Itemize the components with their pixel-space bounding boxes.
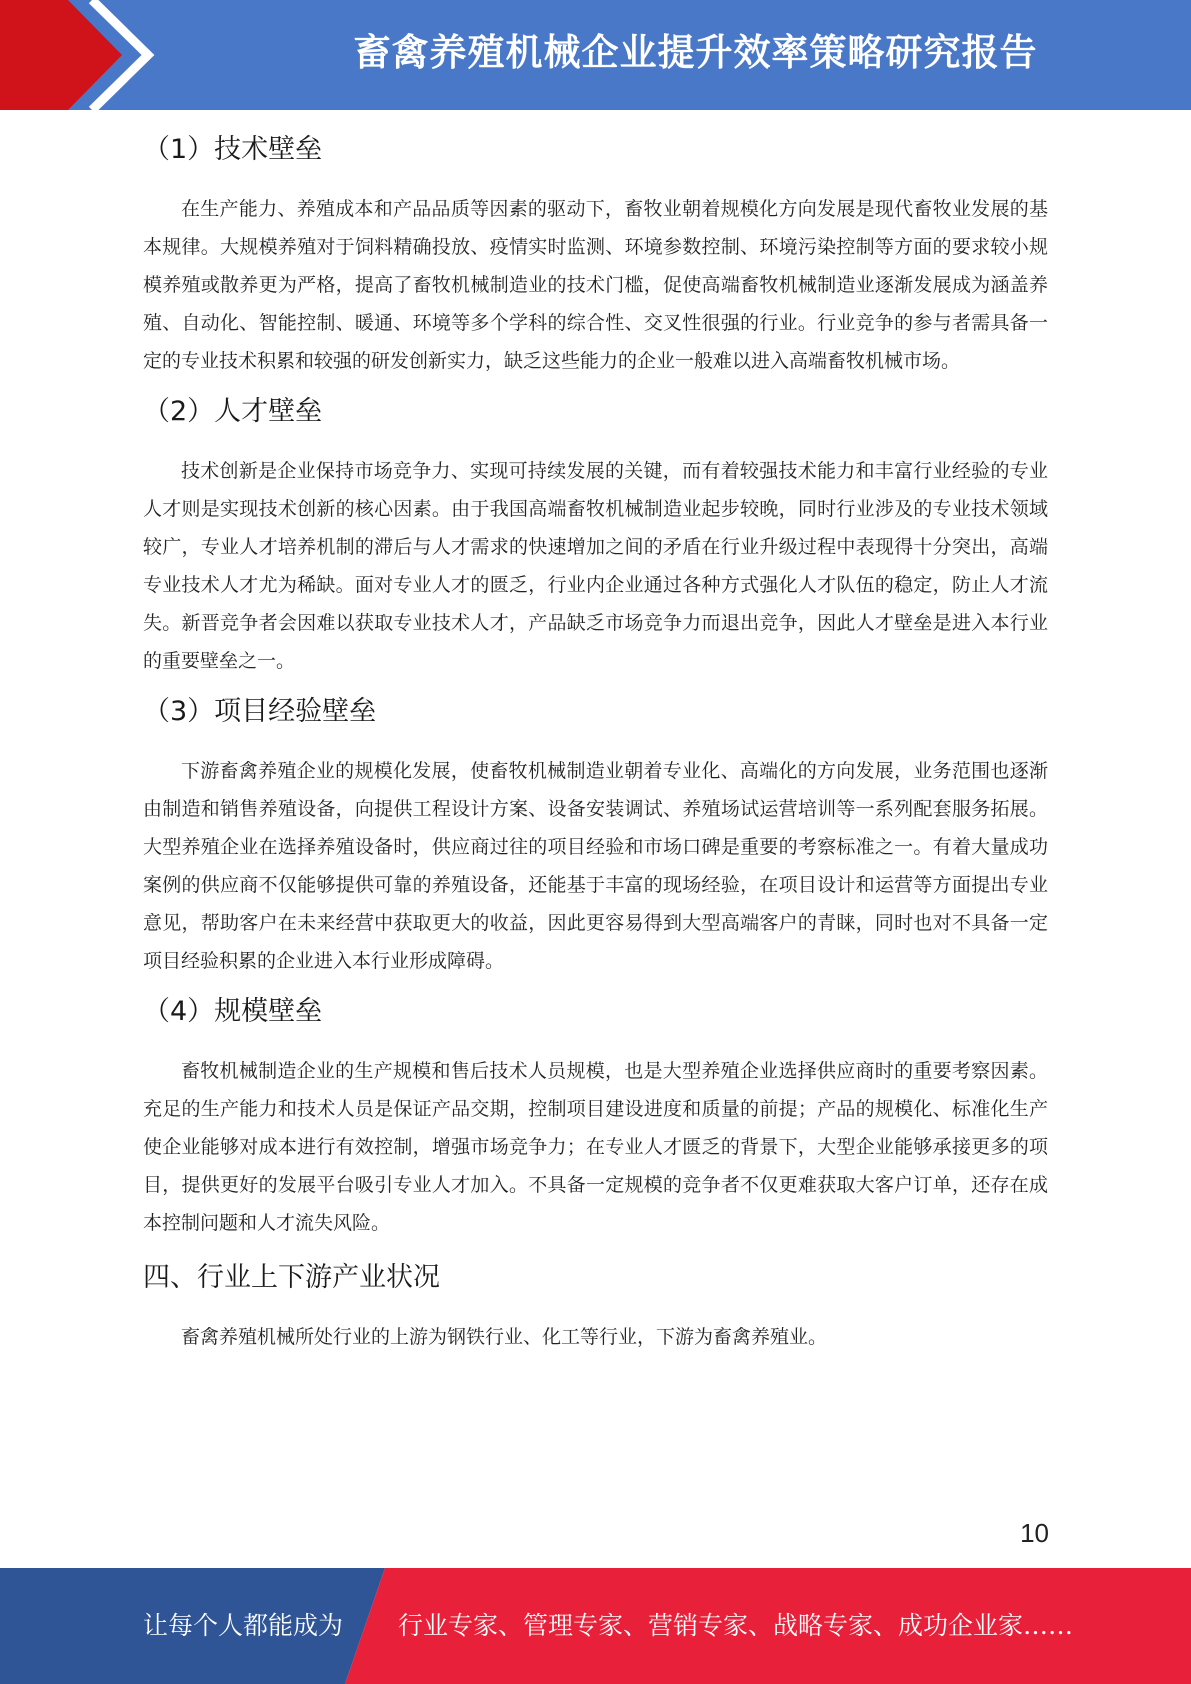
document-body [143, 118, 1048, 1366]
footer-slogan-right: 行业专家、管理专家、营销专家、战略专家、成功企业家…… [398, 1611, 1074, 1640]
section-heading-scale-barrier: （4）规模壁垒 [143, 996, 323, 1027]
section-heading-industry-chain: 四、行业上下游产业状况 [143, 1262, 440, 1293]
paragraph-scale-barrier: 畜牧机械制造企业的生产规模和售后技术人员规模，也是大型养殖企业选择供应商时的重要考察因素。充足的生产能力和技术人员是保证产品交期，控制项目建设进度和质量的前提；产品的规模化、标准化生产使企业能够对成本进行有效控制，增强市场竞争力；在专业人才匮乏的背景下，大型企业能够承接更多的项目，提供更好的发展平台吸引专业人才加入。不具备一定规模的竞争者不仅更难获取大客户订单，还存在成本控制问题和人才流失风险。 [143, 1060, 1048, 1234]
footer-slogan-left: 让每个人都能成为 [143, 1611, 344, 1640]
red-arrow-icon [0, 0, 180, 110]
section-heading-project-experience-barrier: （3）项目经验壁垒 [143, 696, 377, 727]
report-title: 畜禽养殖机械企业提升效率策略研究报告 [353, 31, 1038, 74]
page-header [0, 0, 1191, 110]
paragraph-technical-barrier: 在生产能力、养殖成本和产品品质等因素的驱动下，畜牧业朝着规模化方向发展是现代畜牧业发展的基本规律。大规模养殖对于饲料精确投放、疫情实时监测、环境参数控制、环境污染控制等方面的要求较小规模养殖或散养更为严格，提高了畜牧机械制造业的技术门槛，促使高端畜牧机械制造业逐渐发展成为涵盖养殖、自动化、智能控制、暖通、环境等多个学科的综合性、交叉性很强的行业。行业竞争的参与者需具备一定的专业技术积累和较强的研发创新实力，缺乏这些能力的企业一般难以进入高端畜牧机械市场。 [143, 198, 1048, 372]
page-footer [0, 1568, 1191, 1684]
section-heading-technical-barrier: （1）技术壁垒 [143, 134, 323, 165]
paragraph-project-experience-barrier: 下游畜禽养殖企业的规模化发展，使畜牧机械制造业朝着专业化、高端化的方向发展，业务范围也逐渐由制造和销售养殖设备，向提供工程设计方案、设备安装调试、养殖场试运营培训等一系列配套服务拓展。大型养殖企业在选择养殖设备时，供应商过往的项目经验和市场口碑是重要的考察标准之一。有着大量成功案例的供应商不仅能够提供可靠的养殖设备，还能基于丰富的现场经验，在项目设计和运营等方面提出专业意见，帮助客户在未来经营中获取更大的收益，因此更容易得到大型高端客户的青睐，同时也对不具备一定项目经验积累的企业进入本行业形成障碍。 [143, 760, 1048, 972]
paragraph-industry-chain: 畜禽养殖机械所处行业的上游为钢铁行业、化工等行业，下游为畜禽养殖业。 [181, 1326, 828, 1348]
page-number: 10 [1020, 1518, 1049, 1548]
section-heading-talent-barrier: （2）人才壁垒 [143, 396, 323, 427]
paragraph-talent-barrier: 技术创新是企业保持市场竞争力、实现可持续发展的关键，而有着较强技术能力和丰富行业经验的专业人才则是实现技术创新的核心因素。由于我国高端畜牧机械制造业起步较晚，同时行业涉及的专业技术领域较广，专业人才培养机制的滞后与人才需求的快速增加之间的矛盾在行业升级过程中表现得十分突出，高端专业技术人才尤为稀缺。面对专业人才的匮乏，行业内企业通过各种方式强化人才队伍的稳定，防止人才流失。新晋竞争者会因难以获取专业技术人才，产品缺乏市场竞争力而退出竞争，因此人才壁垒是进入本行业的重要壁垒之一。 [143, 460, 1048, 672]
